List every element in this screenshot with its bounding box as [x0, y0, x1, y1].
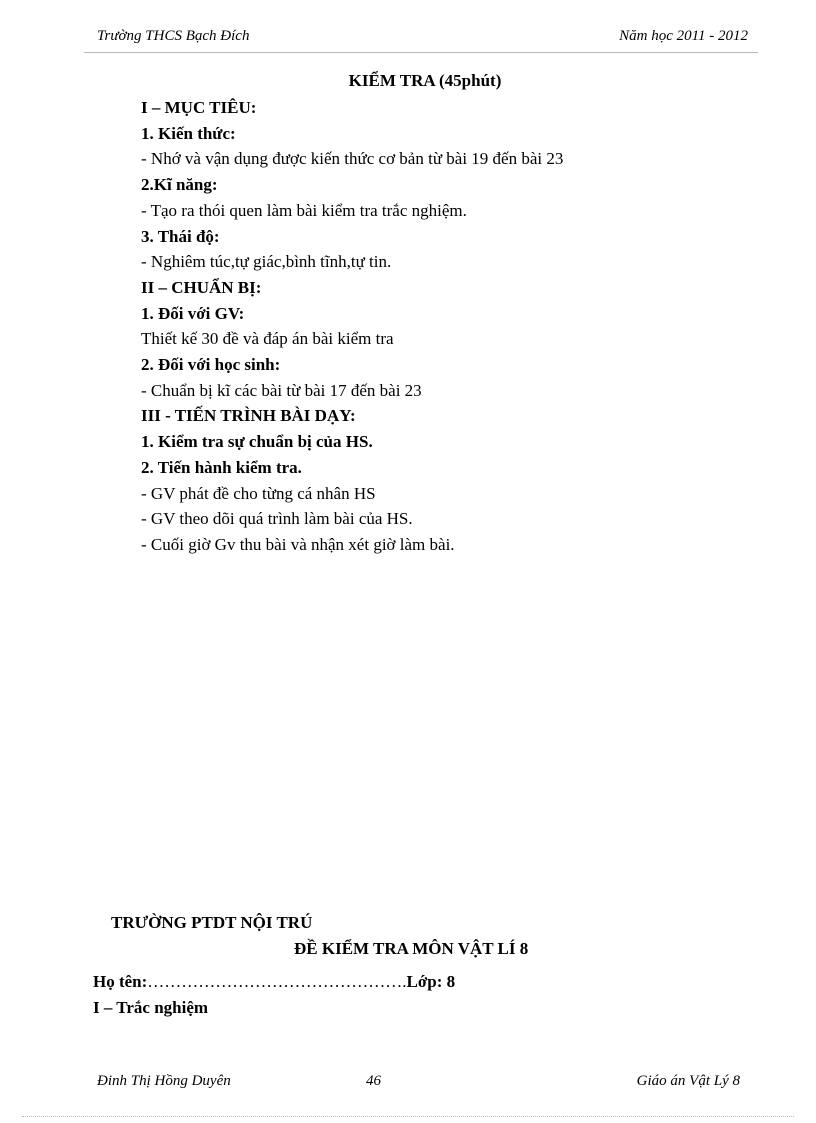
header-school-year: Năm học 2011 - 2012	[619, 28, 748, 44]
body-line: - Cuối giờ Gv thu bài và nhận xét giờ làm bài.	[141, 534, 455, 554]
body-line: 3. Thái độ:	[141, 226, 220, 246]
page-number: 46	[366, 1073, 381, 1089]
name-blank: ……………………………………….	[147, 972, 407, 991]
body-line: 1. Đối với GV:	[141, 303, 245, 323]
footer-author: Đinh Thị Hồng Duyên	[97, 1073, 231, 1089]
body-line: - Nhớ và vận dụng được kiến thức cơ bản từ bài 19 đến bài 23	[141, 149, 564, 169]
body-line: - Chuẩn bị kĩ các bài từ bài 17 đến bài 23	[141, 380, 422, 400]
name-label: Họ tên:	[93, 972, 148, 991]
body-line: II – CHUẨN BỊ:	[141, 277, 262, 297]
exam-title: ĐỀ KIỂM TRA MÔN VẬT LÍ 8	[294, 939, 529, 958]
body-line: - GV theo dõi quá trình làm bài của HS.	[141, 509, 413, 529]
body-line: III - TIẾN TRÌNH BÀI DẠY:	[141, 406, 356, 426]
body-line: 2.Kĩ năng:	[141, 175, 218, 195]
body-line: 1. Kiến thức:	[141, 123, 236, 143]
page-title: KIỂM TRA (45phút)	[348, 71, 502, 90]
body-line: 1. Kiểm tra sự chuẩn bị của HS.	[141, 432, 373, 452]
body-line: I – MỤC TIÊU:	[141, 98, 257, 117]
class-label: Lớp: 8	[406, 972, 456, 991]
body-line: 2. Tiến hành kiểm tra.	[141, 457, 302, 477]
student-info-row	[93, 972, 455, 992]
section-multiple-choice: I – Trắc nghiệm	[93, 998, 209, 1017]
body-line: - Tạo ra thói quen làm bài kiểm tra trắc nghiệm.	[141, 200, 467, 220]
body-line: - GV phát đề cho từng cá nhân HS	[141, 483, 376, 503]
header-school: Trường THCS Bạch Đích	[97, 28, 250, 44]
exam-school-name: TRƯỜNG PTDT NỘI TRÚ	[111, 913, 313, 932]
footer-document-title: Giáo án Vật Lý 8	[636, 1073, 740, 1089]
page-bottom-edge	[22, 1116, 794, 1117]
body-line: Thiết kế 30 đề và đáp án bài kiểm tra	[141, 329, 394, 349]
body-line: 2. Đối với học sinh:	[141, 355, 281, 374]
body-line: - Nghiêm túc,tự giác,bình tĩnh,tự tin.	[141, 252, 392, 272]
header-divider	[84, 52, 758, 53]
